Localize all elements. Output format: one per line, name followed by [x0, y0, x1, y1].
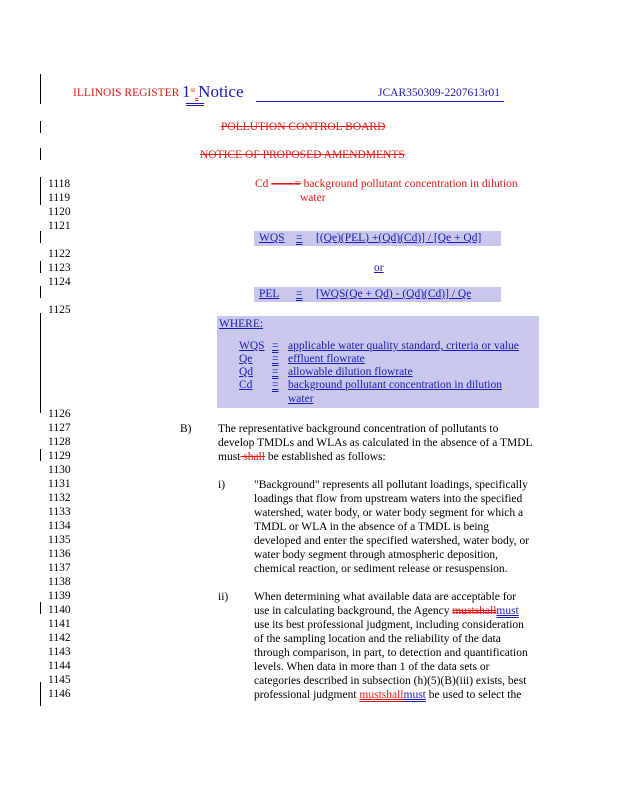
item-i-line: watershed, water body, or water body segment for which a	[254, 507, 524, 519]
item-i-line: "Background" represents all pollutant loadings, specifically	[254, 479, 528, 491]
item-i-line: loadings that flow from upstream waters into the specified	[254, 493, 523, 505]
where-def: effluent flowrate	[288, 353, 365, 365]
line-number: 1139	[48, 590, 71, 602]
where-eq: =	[272, 379, 279, 391]
section-b-shall: shall	[240, 451, 265, 463]
change-bar	[40, 286, 41, 298]
item-ii-deleted: mustshall	[359, 689, 404, 701]
change-bar	[40, 74, 41, 104]
item-ii-line	[254, 688, 521, 702]
where-def: allowable dilution flowrate	[288, 366, 413, 378]
register-title: ILLINOIS REGISTER	[73, 87, 180, 99]
cd-eq: =	[294, 178, 301, 190]
item-ii-text: use in calculating background, the Agency	[254, 605, 453, 617]
change-bar	[40, 602, 41, 614]
line-number: 1119	[48, 192, 71, 204]
eq1-rhs: [(Qe)(PEL) +(Qd)(Cd)] / [Qe + Qd]	[316, 232, 482, 244]
where-label: WHERE:	[219, 318, 264, 330]
line-number: 1120	[48, 206, 71, 218]
line-number: 1141	[48, 618, 71, 630]
section-b-line	[218, 450, 386, 464]
cd-term: Cd	[255, 178, 269, 190]
line-number: 1122	[48, 248, 71, 260]
or-text: or	[374, 262, 384, 274]
where-def: applicable water quality standard, criteria or value	[288, 340, 519, 352]
line-number: 1121	[48, 220, 71, 232]
eq1-eq: =	[296, 232, 303, 244]
line-number: 1144	[48, 660, 71, 672]
line-number: 1146	[48, 688, 71, 700]
line-number: 1136	[48, 548, 71, 560]
eq1-lhs: WQS	[259, 232, 285, 244]
line-number: 1135	[48, 534, 71, 546]
item-ii-label: ii)	[218, 591, 229, 603]
where-def: background pollutant concentration in dilution	[288, 379, 502, 391]
item-ii-text: be used to select the	[425, 689, 522, 701]
item-i-label: i)	[218, 479, 226, 491]
where-term: Cd	[239, 379, 253, 391]
where-term: WQS	[239, 340, 265, 352]
item-ii-line: through comparison, in part, to detection and quantification	[254, 647, 528, 659]
cd-text-cont: water	[300, 192, 326, 204]
item-ii-line: of the sampling location and the reliability of the data	[254, 633, 501, 645]
where-highlight	[217, 316, 539, 408]
change-bar	[40, 682, 41, 706]
change-bar	[40, 313, 41, 413]
section-b-must: must	[218, 451, 241, 463]
line-number: 1126	[48, 408, 71, 420]
eq2-eq: =	[296, 288, 303, 300]
where-def-cont: water	[288, 393, 314, 405]
where-term: Qd	[239, 366, 254, 378]
where-term: Qe	[239, 353, 253, 365]
notice-underline	[186, 103, 204, 106]
notice-sup: st	[190, 86, 196, 95]
cd-definition	[255, 178, 518, 190]
item-ii-line: levels. When data in more than 1 of the data sets or	[254, 661, 490, 673]
change-bar	[40, 177, 41, 205]
header-rule	[256, 101, 504, 102]
notice-subtitle: NOTICE OF PROPOSED AMENDMENTS	[200, 149, 405, 161]
change-bar	[40, 261, 41, 273]
section-b-label: B)	[180, 423, 192, 435]
change-bar	[40, 231, 41, 243]
where-eq: =	[272, 353, 279, 365]
item-i-line: chemical reaction, or sediment release or resuspension.	[254, 563, 508, 575]
line-number: 1142	[48, 632, 71, 644]
section-b-line: The representative background concentration of pollutants to	[218, 423, 499, 435]
notice-heading	[182, 82, 244, 102]
section-b-line: develop TMDLs and WLAs as calculated in the absence of a TMDL	[218, 437, 533, 449]
item-i-line: TMDL or WLA in the absence of a TMDL is being	[254, 521, 490, 533]
line-number: 1143	[48, 646, 71, 658]
item-ii-inserted: must	[403, 689, 426, 701]
notice-word: Notice	[198, 82, 244, 101]
item-ii-inserted: must	[496, 605, 519, 617]
line-number: 1132	[48, 492, 71, 504]
change-bar	[40, 148, 41, 160]
change-bar	[40, 121, 41, 133]
item-ii-line: When determining what available data are acceptable for	[254, 591, 517, 603]
line-number: 1140	[48, 604, 71, 616]
item-ii-line: categories described in subsection (h)(5)(B)(iii) exists, best	[254, 675, 527, 687]
line-number: 1145	[48, 674, 71, 686]
line-number: 1118	[48, 178, 71, 190]
item-i-line: water body segment through atmospheric deposition,	[254, 549, 499, 561]
cd-dash: ——	[271, 178, 295, 190]
board-title: POLLUTION CONTROL BOARD	[221, 121, 386, 133]
line-number: 1127	[48, 422, 71, 434]
line-number: 1130	[48, 464, 71, 476]
line-number: 1123	[48, 262, 71, 274]
line-number: 1137	[48, 562, 71, 574]
doc-id: JCAR350309-2207613r01	[378, 87, 501, 99]
eq2-lhs: PEL	[259, 288, 280, 300]
item-ii-deleted: mustshall	[452, 605, 497, 617]
cd-text: background pollutant concentration in dilution	[303, 178, 518, 190]
line-number: 1138	[48, 576, 71, 588]
line-number: 1124	[48, 276, 71, 288]
notice-number: 1	[182, 82, 191, 101]
item-ii-line: use its best professional judgment, including consideration	[254, 619, 524, 631]
line-number: 1129	[48, 450, 71, 462]
eq2-rhs: [WQS(Qe + Qd) - (Qd)(Cd)] / Qe	[316, 288, 472, 300]
line-number: 1125	[48, 304, 71, 316]
line-number: 1133	[48, 506, 71, 518]
item-ii-text: professional judgment	[254, 689, 360, 701]
line-number: 1128	[48, 436, 71, 448]
line-number: 1134	[48, 520, 71, 532]
where-eq: =	[272, 366, 279, 378]
where-eq: =	[272, 340, 279, 352]
item-i-line: developed and enter the specified watershed, water body, or	[254, 535, 530, 547]
section-b-rest: be established as follows:	[264, 451, 386, 463]
item-ii-line	[254, 604, 519, 618]
line-number: 1131	[48, 478, 71, 490]
change-bar	[40, 449, 41, 461]
